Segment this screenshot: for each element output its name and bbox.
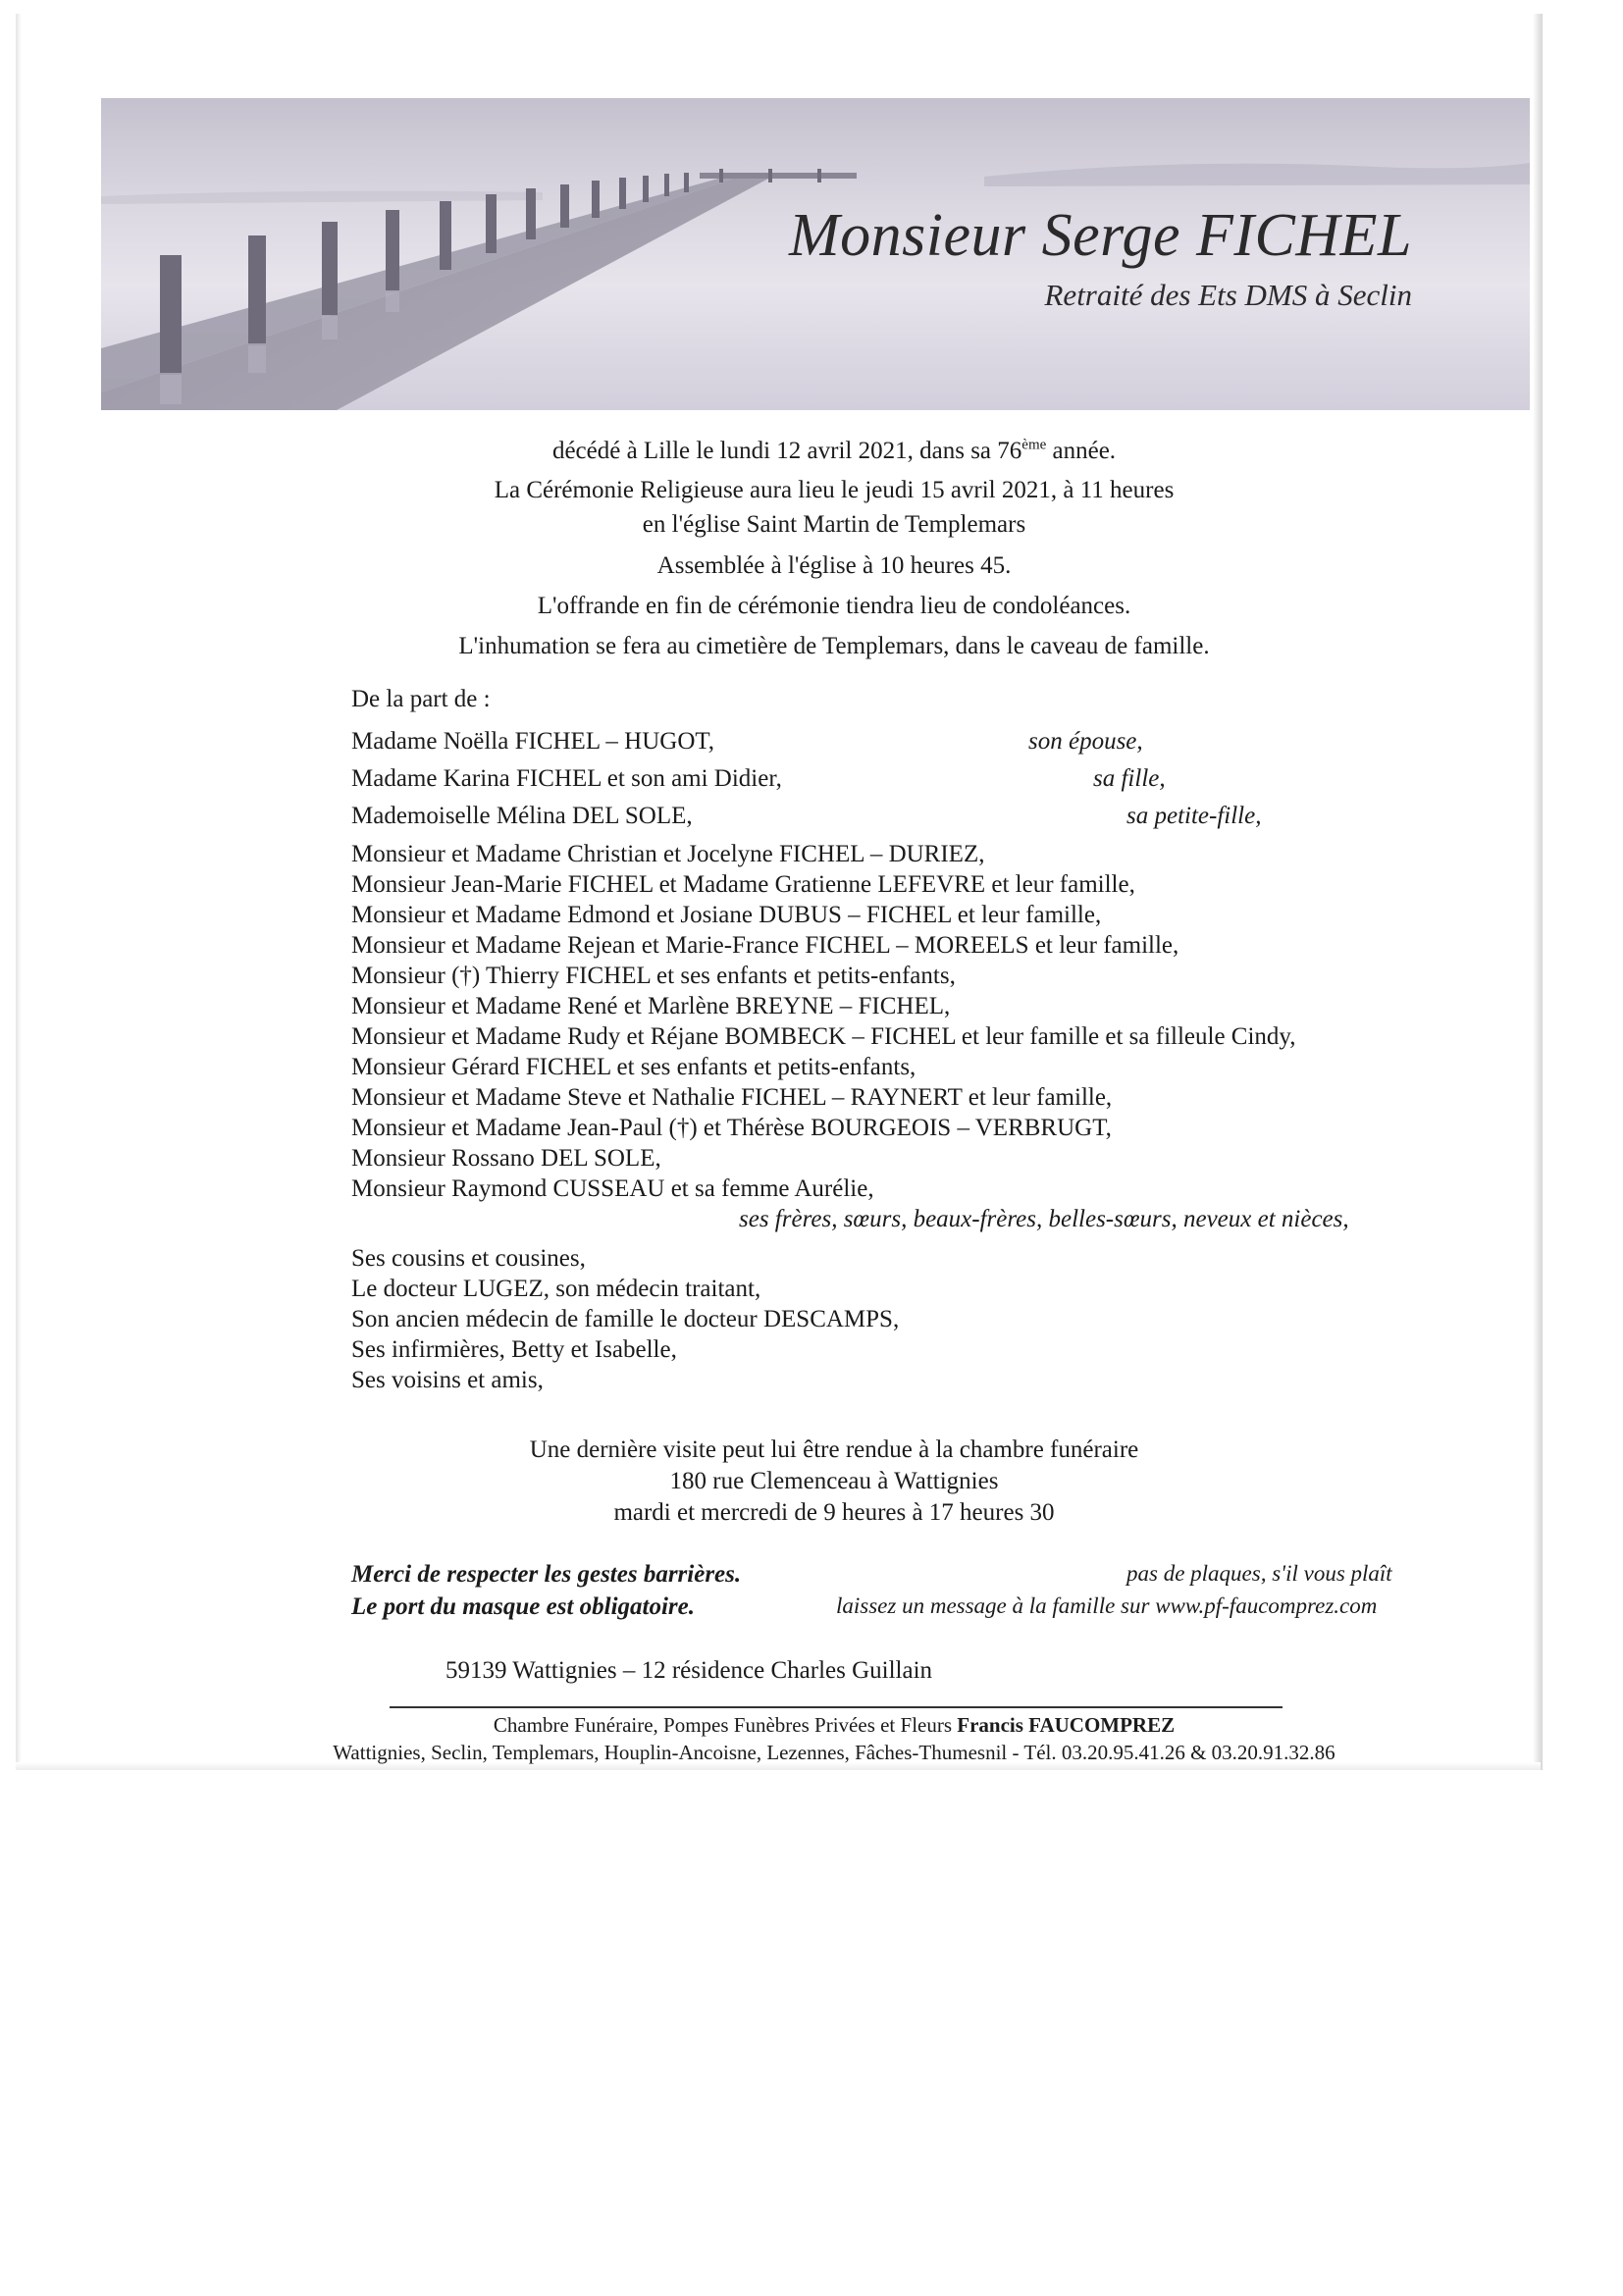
announcement-block bbox=[294, 432, 1374, 661]
page-edge-right bbox=[1533, 14, 1543, 1770]
family-row: Ses voisins et amis, bbox=[351, 1367, 544, 1393]
family-name: Mademoiselle Mélina DEL SOLE, bbox=[351, 803, 693, 829]
family-relation: sa fille, bbox=[1093, 765, 1166, 792]
family-row: Monsieur et Madame Jean-Paul (†) et Thérèse BOURGEOIS – VERBRUGT, bbox=[351, 1115, 1112, 1141]
header-banner bbox=[101, 98, 1530, 410]
family-row: Monsieur et Madame Edmond et Josiane DUBUS – FICHEL et leur famille, bbox=[351, 902, 1102, 928]
church-line: en l'église Saint Martin de Templemars bbox=[642, 511, 1026, 538]
family-row: Monsieur et Madame Rejean et Marie-France FICHEL – MOREELS et leur famille, bbox=[351, 932, 1179, 959]
death-line: décédé à Lille le lundi 12 avril 2021, dans sa 76ème année. bbox=[551, 437, 1117, 464]
family-row: Monsieur et Madame Rudy et Réjane BOMBECK – FICHEL et leur famille et sa filleule Cindy, bbox=[351, 1023, 1296, 1050]
mask-note: Le port du masque est obligatoire. bbox=[351, 1593, 695, 1620]
company-name: Francis FAUCOMPREZ bbox=[957, 1713, 1176, 1737]
family-relation: son épouse, bbox=[1028, 728, 1143, 755]
family-row bbox=[351, 798, 1450, 839]
family-row: Monsieur Raymond CUSSEAU et sa femme Aurélie, bbox=[351, 1175, 874, 1202]
family-row: Ses infirmières, Betty et Isabelle, bbox=[351, 1336, 677, 1363]
family-row: Monsieur Gérard FICHEL et ses enfants et petits-enfants, bbox=[351, 1054, 916, 1080]
family-row: Monsieur (†) Thierry FICHEL et ses enfants et petits-enfants, bbox=[351, 963, 956, 989]
family-name: Madame Noëlla FICHEL – HUGOT, bbox=[351, 728, 715, 755]
family-row bbox=[351, 723, 1450, 760]
family-row: Son ancien médecin de famille le docteur DESCAMPS, bbox=[351, 1306, 900, 1332]
visit-block bbox=[294, 1435, 1374, 1529]
ceremony-line: La Cérémonie Religieuse aura lieu le jeudi 15 avril 2021, à 11 heures bbox=[494, 477, 1175, 503]
family-name: Madame Karina FICHEL et son ami Didier, bbox=[351, 765, 782, 792]
no-plaques-note: pas de plaques, s'il vous plaît bbox=[1126, 1561, 1392, 1586]
visit-line: Une dernière visite peut lui être rendue à la chambre funéraire bbox=[529, 1436, 1139, 1463]
visit-hours: mardi et mercredi de 9 heures à 17 heures 30 bbox=[613, 1499, 1055, 1526]
family-row: Le docteur LUGEZ, son médecin traitant, bbox=[351, 1276, 761, 1302]
siblings-relation: ses frères, sœurs, beaux-frères, belles-sœurs, neveux et nièces, bbox=[739, 1206, 1349, 1232]
family-row: Ses cousins et cousines, bbox=[351, 1245, 586, 1272]
family-row: Monsieur Rossano DEL SOLE, bbox=[351, 1145, 661, 1172]
address-note: 59139 Wattignies – 12 résidence Charles Guillain bbox=[445, 1657, 933, 1684]
assembly-line: Assemblée à l'église à 10 heures 45. bbox=[656, 552, 1012, 579]
barrier-note: Merci de respecter les gestes barrières. bbox=[351, 1561, 742, 1588]
visit-address: 180 rue Clemenceau à Wattignies bbox=[669, 1468, 999, 1494]
page-subtitle: Retraité des Ets DMS à Seclin bbox=[1044, 278, 1412, 312]
company-line: Chambre Funéraire, Pompes Funèbres Privées et Fleurs Francis FAUCOMPREZ bbox=[493, 1713, 1176, 1737]
offering-line: L'offrande en fin de cérémonie tiendra lieu de condoléances. bbox=[537, 593, 1131, 619]
family-row: Monsieur et Madame Christian et Jocelyne FICHEL – DURIEZ, bbox=[351, 841, 985, 867]
divider bbox=[390, 1706, 1283, 1708]
company-locations: Wattignies, Seclin, Templemars, Houplin-Ancoisne, Lezennes, Fâches-Thumesnil - Tél. 03.20.95.41.26 & 03.20.91.32.86 bbox=[333, 1741, 1335, 1764]
family-relation: sa petite-fille, bbox=[1126, 803, 1262, 829]
ordinal-suffix: ème bbox=[1021, 437, 1047, 453]
message-note: laissez un message à la famille sur www.pf-faucomprez.com bbox=[836, 1593, 1378, 1618]
family-row: Monsieur et Madame Steve et Nathalie FICHEL – RAYNERT et leur famille, bbox=[351, 1084, 1113, 1111]
page-edge-left bbox=[16, 14, 22, 1770]
family-row: Monsieur Jean-Marie FICHEL et Madame Gratienne LEFEVRE et leur famille, bbox=[351, 871, 1135, 898]
family-list bbox=[351, 684, 1450, 1395]
siblings-relation-row bbox=[351, 1204, 1450, 1243]
burial-line: L'inhumation se fera au cimetière de Templemars, dans le caveau de famille. bbox=[458, 633, 1210, 659]
family-row: Monsieur et Madame René et Marlène BREYNE – FICHEL, bbox=[351, 993, 951, 1019]
family-intro: De la part de : bbox=[351, 686, 491, 712]
family-row bbox=[351, 760, 1450, 798]
page-title: Monsieur Serge FICHEL bbox=[788, 202, 1412, 269]
